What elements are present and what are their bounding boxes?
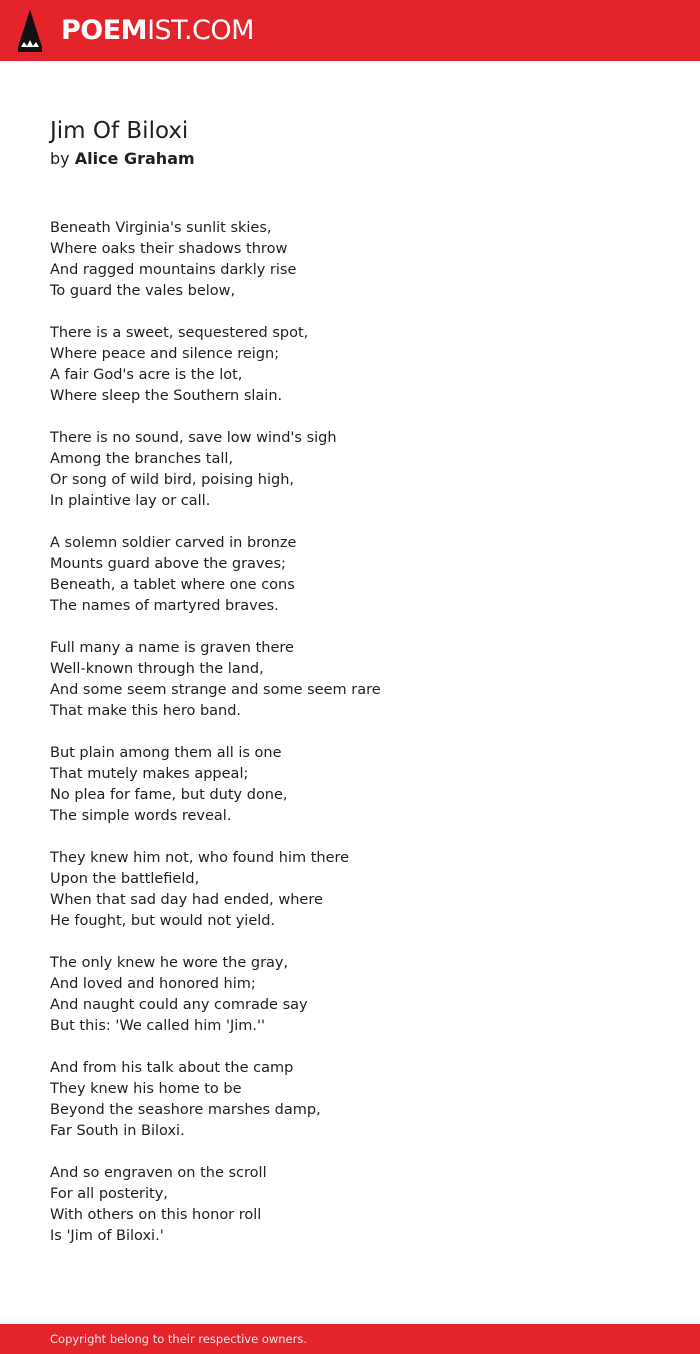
poem-line: Or song of wild bird, poising high,: [50, 472, 295, 488]
poem-line: But plain among them all is one: [50, 745, 282, 761]
poem-line: Where sleep the Southern slain.: [50, 388, 283, 404]
poem-line: A solemn soldier carved in bronze: [50, 535, 297, 551]
poem-line: Where peace and silence reign;: [50, 346, 280, 362]
poem-line: And naught could any comrade say: [50, 997, 308, 1013]
poem-line: And loved and honored him;: [50, 976, 256, 992]
site-brand: [61, 9, 254, 53]
poem-line: Far South in Biloxi.: [50, 1123, 185, 1139]
poem-line: There is no sound, save low wind's sigh: [50, 430, 337, 446]
poem-line: Well-known through the land,: [50, 661, 264, 677]
poem-line: Mounts guard above the graves;: [50, 556, 286, 572]
poem-line: Full many a name is graven there: [50, 640, 294, 656]
poem-line: There is a sweet, sequestered spot,: [50, 325, 309, 341]
site-logo[interactable]: [17, 9, 254, 53]
site-footer: [0, 1324, 700, 1354]
copyright-text: Copyright belong to their respective owners.: [50, 1332, 308, 1346]
poem-line: That mutely makes appeal;: [50, 766, 249, 782]
poem-stanza: [50, 953, 650, 1037]
poem-line: And some seem strange and some seem rare: [50, 682, 381, 698]
poem-line: To guard the vales below,: [50, 283, 236, 299]
poem-line: When that sad day had ended, where: [50, 892, 323, 908]
poem-line: And so engraven on the scroll: [50, 1165, 267, 1181]
poem-line: But this: 'We called him 'Jim.'': [50, 1018, 265, 1034]
poem-line: The simple words reveal.: [50, 808, 232, 824]
byline-label: by: [50, 149, 70, 168]
poem-line: Beneath Virginia's sunlit skies,: [50, 220, 272, 236]
poem-title: Jim Of Biloxi: [50, 118, 189, 144]
author-name: Alice Graham: [74, 149, 195, 168]
brand-bold-text: POEM: [61, 15, 148, 46]
poem-line: In plaintive lay or call.: [50, 493, 211, 509]
poem-byline: [50, 148, 195, 170]
poem-line: And from his talk about the camp: [50, 1060, 294, 1076]
poem-stanza: [50, 638, 650, 722]
pencil-logo-icon: [17, 9, 43, 53]
poem-stanza: [50, 218, 650, 302]
poem-line: Where oaks their shadows throw: [50, 241, 288, 257]
poem-line: Among the branches tall,: [50, 451, 234, 467]
poem-line: Upon the battlefield,: [50, 871, 200, 887]
poem-stanza: [50, 1163, 650, 1247]
poem-stanza: [50, 1058, 650, 1142]
poem-line: Is 'Jim of Biloxi.': [50, 1228, 164, 1244]
poem-line: For all posterity,: [50, 1186, 168, 1202]
poem-line: Beyond the seashore marshes damp,: [50, 1102, 321, 1118]
poem-line: A fair God's acre is the lot,: [50, 367, 243, 383]
poem-line: They knew his home to be: [50, 1081, 242, 1097]
poem-stanza: [50, 743, 650, 827]
poem-stanza: [50, 848, 650, 932]
poem-line: Beneath, a tablet where one cons: [50, 577, 295, 593]
poem-line: That make this hero band.: [50, 703, 242, 719]
site-header: [0, 0, 700, 61]
poem-line: And ragged mountains darkly rise: [50, 262, 297, 278]
poem-line: The only knew he wore the gray,: [50, 955, 289, 971]
poem-stanza: [50, 428, 650, 512]
poem-line: The names of martyred braves.: [50, 598, 279, 614]
poem-body: [50, 218, 650, 1268]
poem-stanza: [50, 323, 650, 407]
poem-line: They knew him not, who found him there: [50, 850, 350, 866]
brand-light-text: IST.COM: [147, 15, 254, 46]
poem-stanza: [50, 533, 650, 617]
poem-line: No plea for fame, but duty done,: [50, 787, 288, 803]
poem-line: He fought, but would not yield.: [50, 913, 276, 929]
poem-line: With others on this honor roll: [50, 1207, 262, 1223]
